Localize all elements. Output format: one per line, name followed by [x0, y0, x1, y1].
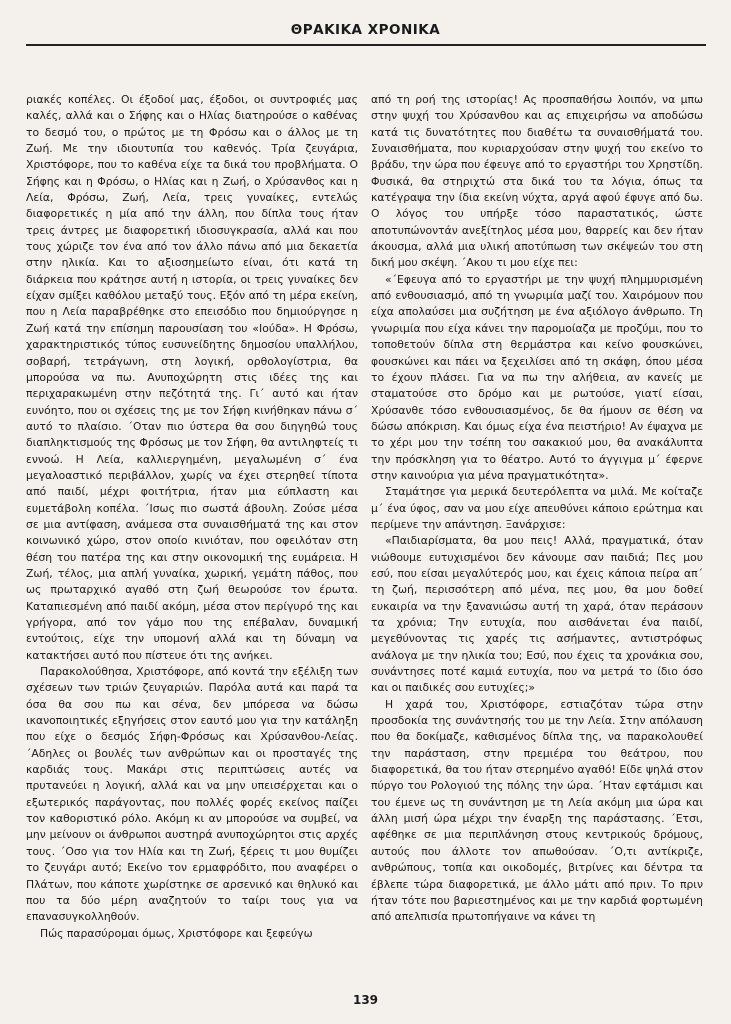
paragraph: Η χαρά του, Χριστόφορε, εστιαζόταν τώρα στην προσδοκία της συνάντησής του με την Λεία. Στην απόλαυση που θα δοκίμαζε, καθισμένος δίπλα της, να παρακολουθεί την παράσταση, στην πρεμιέρα του θεάτρου, που διαφορετικά, θα του ήταν στερημένο αγαθό! Είδε ψηλά στον πύργο του Ρολογιού της πόλης την ώρα. ΄Ηταν εφτάμισι και του έμενε ως τη συνάντηση με τη Λεία ακόμη μια ώρα και άλλη μισή ώρα μέχρι την έναρξη της παράστασης. ΄Ετσι, αφέθηκε σε μια περιπλάνηση στους κεντρικούς δρόμους, αυτούς που άλλοτε τον απωθούσαν. ΄Ο,τι αντίκριζε, ανθρώπους, τοπία και οικοδομές, βιτρίνες και δέντρα τα έβλεπε τώρα διαφορετικά, με άλλο μάτι από πριν. Το πριν ήταν τότε που βαριεστημένος και με την καρδιά φορτωμένη από απελπισία πρωτοπήγαινε να κάνει τη	[371, 697, 703, 924]
right-column	[371, 92, 703, 972]
left-column	[26, 92, 358, 972]
paragraph: «΄Εφευγα από το εργαστήρι με την ψυχή πλημμυρισμένη από ενθουσιασμό, από τη γνωριμία μαζί του. Χαιρόμουν που είχα απολαύσει μια συζήτηση με ένα αξιόλογο άνθρωπο. Τη γνωριμία που είχα κάνει την παρομοίαζα με προζύμι, που το τοποθετούν δίπλα στη θερμάστρα και κείνο φουσκώνει, φουσκώνει και πάει να ξεχειλίσει από τη σκάφη, όπου μέσα το έχουν πλάσει. Για να πω την αλήθεια, αν κανείς με σταματούσε στο δρόμο και με ρωτούσε, γιατί είσαι, Χρύσανθε τόσο ενθουσιασμένος, δε θα ήμουν σε θέση να δώσω απόκριση. Και όμως είχα ένα πειστήριο! Αν έψαχνα με το χέρι μου την τσέπη του σακακιού μου, θα ανακάλυπτα την πρόσκληση για το θέατρο. Αυτό το άγγιγμα μ΄ έφερνε στην καινούρια για μένα πραγματικότητα».	[371, 272, 703, 482]
paragraph: Παρακολούθησα, Χριστόφορε, από κοντά την εξέλιξη των σχέσεων των τριών ζευγαριών. Παρόλα αυτά και παρά τα όσα θα σου πω και σένα, δεν μπόρεσα να δώσω ικανοποιητικές εξηγήσεις στον εαυτό μου για την κατάληξη που είχε ο δεσμός Σήφη-Φρόσως και Χρύσανθου-Λείας. ΄Αδηλες οι βουλές των ανθρώπων και οι προσταγές της καρδιάς τους. Μακάρι στις περιπτώσεις αυτές να πρυτανεύει η λογική, αλλά και να μην υπεισέρχεται και ο εξωτερικός παράγοντας, που πολλές φορές εκείνος παίζει τον καθοριστικό ρόλο. Ακόμη κι αν μπορούσε να συμβεί, να μην μείνουν οι άνθρωποι αυστηρά ανυποχώρητοι στις αρχές τους. ΄Οσο για τον Ηλία και τη Ζωή, ξέρεις τι μου θυμίζει το ζευγάρι αυτό; Εκείνο τον ερμαφρόδιτο, που αναφέρει ο Πλάτων, που κάποτε χωρίστηκε σε αρσενικό και θηλυκό και που τα δύο μέρη αναζητούν το ταίρι τους για να επανασυγκολληθούν.	[26, 665, 358, 924]
paragraph: Σταμάτησε για μερικά δευτερόλεπτα να μιλά. Με κοίταζε μ΄ ένα ύφος, σαν να μου είχε απευθύνει κάποιο ερώτημα και περίμενε την απάντηση. Ξανάρχισε:	[371, 485, 703, 531]
paragraph: ριακές κοπέλες. Οι έξοδοί μας, έξοδοι, οι συντροφιές μας καλές, αλλά και ο Σήφης και ο Ηλίας διατηρούσε ο καθένας το δεσμό του, ο πρώτος με τη Φρόσω και ο άλλος με τη Ζωή. Με την ιδιουτυπία του καθενός. Τρία ζευγάρια, Χριστόφορε, που το καθένα είχε τα δικά του προβλήματα. Ο Σήφης και η Φρόσω, ο Ηλίας και η Ζωή, ο Χρύσανθος και η Λεία, Φρόσω, Ζωή, Λεία, τρεις γυναίκες, εντελώς διαφορετικές η μία από την άλλη, που δίπλα τους ήταν τρεις άντρες με διαφορετική ιδιοσυγκρασία, αλλά και που τους χώριζε τον ένα από τον άλλο πάνω από μια δεκαετία στην ηλικία. Και το αξιοσημείωτο είναι, ότι κατά τη διάρκεια που κράτησε αυτή η ιστορία, οι τρεις γυναίκες δεν είχαν σμίξει καθόλου μεταξύ τους. Εξόν από τη μέρα εκείνη, που η Λεία παραβρέθηκε στο επεισόδιο που δημιούργησε η Ζωή κατά την επίσημη παρουσίαση του «Ιούδα». Η Φρόσω, χαρακτηριστικός τύπος ευσυνείδητης δημοσίου υπαλλήλου, σοβαρή, τετράγωνη, στη λογική, ορθολογίστρια, θα μπορούσα να πω. Ανυποχώρητη στις ιδέες της και περιχαρακωμένη στην πεζότητά της. Γι΄ αυτό και ήταν ευνόητο, που οι σχέσεις της με τον Σήφη κινήθηκαν πάνω σ΄ αυτό το πλαίσιο. ΄Οταν πιο ύστερα θα σου διηγηθώ τους διαπληκτισμούς της Φρόσως με τον Σήφη, θα αντιληφτείς τι εννοώ. Η Λεία, καλλιεργημένη, μεγαλωμένη σ΄ ένα μεγαλοαστικό περιβάλλον, χωρίς να έχει στερηθεί τίποτα από παιδί, μέχρι φοιτήτρια, ήταν μια εύπλαστη και ευμετάβολη κοπέλα. ΄Ισως πιο σωστά άβουλη. Ζούσε μέσα σε μια αντίφαση, ανάμεσα στα συναισθήματά της και στον κοινωνικό χώρο, στον οποίο κινιόταν, που οφειλόταν στη θέση του πατέρα της και στην οικονομική της ευμάρεια. Η Ζωή, τέλος, μια απλή γυναίκα, χωρική, γεμάτη πάθος, που ως πρωταρχικό αγαθό στη ζωή θεωρούσε τον έρωτα. Καταπιεσμένη από παιδί ακόμη, μέσα στον περίγυρό της και γρήγορα, από τον γάμο που της επέβαλαν, δυναμική εντούτοις, είχε την υπομονή αλλά και τη δύναμη να κατακτήσει αυτό που πίστευε ότι της ανήκει.	[26, 93, 358, 662]
running-header: ΘΡΑΚΙΚΑ ΧΡΟΝΙΚΑ	[290, 22, 441, 38]
paragraph: από τη ροή της ιστορίας! Ας προσπαθήσω λοιπόν, να μπω στην ψυχή του Χρύσανθου και ας επιχειρήσω να αποδώσω κατά τις δυνατότητες που διαθέτω τα συναισθήματά του. Συναισθήματα, που κυριαρχούσαν στην ψυχή του εκείνο το βράδυ, την ώρα που έφευγε από το εργαστήρι του Χρηστίδη. Φυσικά, θα στηριχτώ στα δικά του τα λόγια, όπως τα κατέγραψα την ίδια εκείνη νύχτα, αργά αφού έφυγε από δω. Ο λόγος του υπήρξε τόσο παραστατικός, ώστε αποτυπώνοντάν ανεξίτηλος μέσα μου, θαρρείς και δεν ήταν άκουσμα, αλλά μια υλική αποτύπωση των σκέψεών του στη δική μου σκέψη. ΄Ακου τι μου είχε πει:	[371, 93, 703, 270]
paragraph: «Παιδιαρίσματα, θα μου πεις! Αλλά, πραγματικά, όταν νιώθουμε ευτυχισμένοι δεν κάνουμε σαν παιδιά; Πες μου εσύ, που είσαι μεγαλύτερός μου, και έχεις κάποια πείρα απ΄ τη ζωή, περισσότερη από μένα, πες μου, θα μου δοθεί ευκαιρία να την ξανανιώσω αυτή τη χαρά, όταν περάσουν τα χρόνια; Την ευτυχία, που αισθάνεται ένα παιδί, μεγεθύνοντας τις χαρές τις ασήμαντες, αντιστρόφως ανάλογα με την ηλικία του; Εσύ, που έχεις τα χρονάκια σου, συνάντησες ποτέ καμιά ευτυχία, που να μετρά το ίδιο όσο και οι παιδικές σου ευτυχίες;»	[371, 534, 703, 695]
paragraph: Πώς παρασύρομαι όμως, Χριστόφορε και ξεφεύγω	[40, 926, 313, 940]
header-rule	[26, 44, 706, 46]
page-number: 139	[352, 993, 379, 1007]
